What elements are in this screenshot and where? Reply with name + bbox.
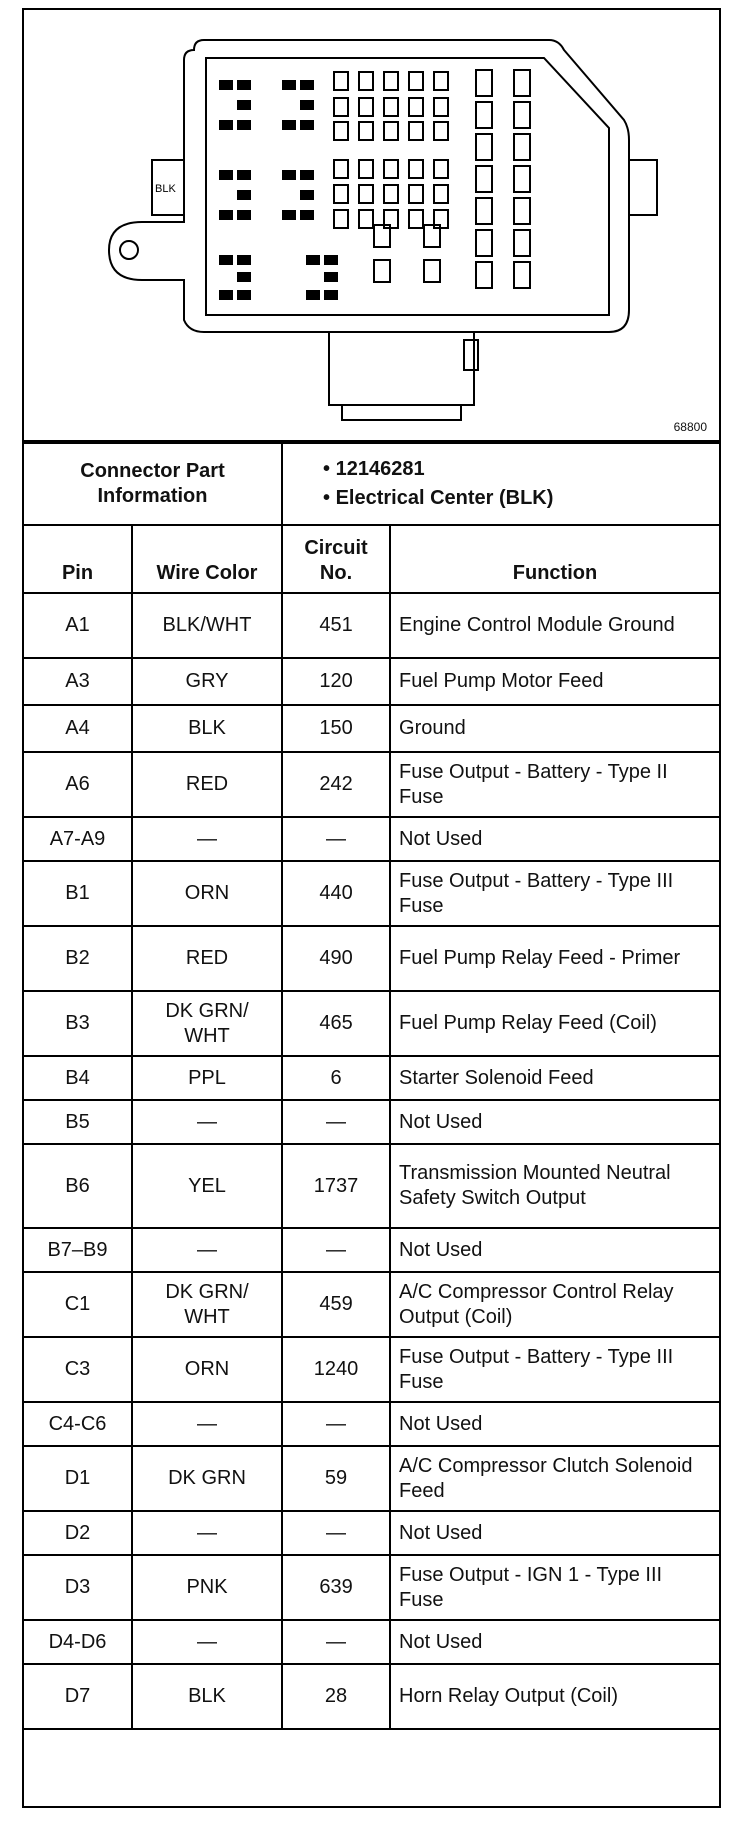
- circuit-cell: 451: [282, 593, 390, 658]
- table-row: [24, 1144, 719, 1228]
- table-row: [24, 1100, 719, 1144]
- function-cell: Fuse Output - IGN 1 - Type III Fuse: [390, 1555, 719, 1620]
- table-row: [24, 1228, 719, 1272]
- wire-color-cell: ORN: [132, 1337, 282, 1402]
- wire-color-cell: BLK: [132, 1664, 282, 1729]
- connector-sheet: [22, 8, 721, 1808]
- wire-color-cell: BLK/WHT: [132, 593, 282, 658]
- function-cell: Not Used: [390, 1100, 719, 1144]
- table-row: [24, 1337, 719, 1402]
- table-row: [24, 752, 719, 817]
- pin-cell: B1: [24, 861, 132, 926]
- pin-cell: D2: [24, 1511, 132, 1555]
- pin-cell: B2: [24, 926, 132, 991]
- pin-cell: B5: [24, 1100, 132, 1144]
- wire-color-cell: DK GRN/ WHT: [132, 1272, 282, 1337]
- circuit-cell: 59: [282, 1446, 390, 1511]
- pin-cell: C1: [24, 1272, 132, 1337]
- circuit-cell: —: [282, 1511, 390, 1555]
- function-cell: Fuse Output - Battery - Type II Fuse: [390, 752, 719, 817]
- pin-cell: D3: [24, 1555, 132, 1620]
- circuit-cell: —: [282, 1402, 390, 1446]
- wire-color-cell: —: [132, 1228, 282, 1272]
- header-circuit-no: Circuit No.: [282, 525, 390, 593]
- function-cell: Engine Control Module Ground: [390, 593, 719, 658]
- circuit-cell: —: [282, 817, 390, 861]
- circuit-cell: 1737: [282, 1144, 390, 1228]
- circuit-cell: —: [282, 1620, 390, 1664]
- circuit-cell: 242: [282, 752, 390, 817]
- wire-color-cell: PNK: [132, 1555, 282, 1620]
- function-cell: Fuse Output - Battery - Type III Fuse: [390, 861, 719, 926]
- table-row: [24, 1511, 719, 1555]
- header-row: [24, 525, 719, 593]
- function-cell: Fuel Pump Relay Feed - Primer: [390, 926, 719, 991]
- wire-color-cell: YEL: [132, 1144, 282, 1228]
- table-row: [24, 1620, 719, 1664]
- pin-cell: A1: [24, 593, 132, 658]
- pin-cell: A7-A9: [24, 817, 132, 861]
- header-wire-color: Wire Color: [132, 525, 282, 593]
- connector-info-label: Connector Part Information: [24, 443, 282, 525]
- table-row: [24, 817, 719, 861]
- wire-color-cell: ORN: [132, 861, 282, 926]
- wire-color-cell: —: [132, 1402, 282, 1446]
- wire-color-cell: BLK: [132, 705, 282, 752]
- pin-cell: A6: [24, 752, 132, 817]
- table-row: [24, 1555, 719, 1620]
- figure-number: 68800: [673, 420, 707, 434]
- pin-cell: D4-D6: [24, 1620, 132, 1664]
- pin-cell: B3: [24, 991, 132, 1056]
- wire-color-cell: RED: [132, 926, 282, 991]
- wire-color-cell: GRY: [132, 658, 282, 705]
- pin-cell: B7–B9: [24, 1228, 132, 1272]
- table-row: [24, 1664, 719, 1729]
- function-cell: A/C Compressor Control Relay Output (Coil): [390, 1272, 719, 1337]
- wire-color-cell: —: [132, 1511, 282, 1555]
- circuit-cell: 120: [282, 658, 390, 705]
- table-row: [24, 991, 719, 1056]
- circuit-cell: 28: [282, 1664, 390, 1729]
- circuit-cell: 440: [282, 861, 390, 926]
- wire-color-cell: —: [132, 1100, 282, 1144]
- header-pin: Pin: [24, 525, 132, 593]
- function-cell: Not Used: [390, 1620, 719, 1664]
- pin-cell: B6: [24, 1144, 132, 1228]
- pin-cell: D1: [24, 1446, 132, 1511]
- wire-color-cell: DK GRN: [132, 1446, 282, 1511]
- function-cell: Not Used: [390, 1228, 719, 1272]
- connector-info-values: [282, 443, 719, 525]
- table-row: [24, 926, 719, 991]
- table-row: [24, 705, 719, 752]
- circuit-cell: 1240: [282, 1337, 390, 1402]
- circuit-cell: —: [282, 1228, 390, 1272]
- wire-color-cell: —: [132, 817, 282, 861]
- pin-cell: B4: [24, 1056, 132, 1100]
- table-row: [24, 1272, 719, 1337]
- function-cell: Fuse Output - Battery - Type III Fuse: [390, 1337, 719, 1402]
- pin-cell: C4-C6: [24, 1402, 132, 1446]
- function-cell: Horn Relay Output (Coil): [390, 1664, 719, 1729]
- circuit-cell: 459: [282, 1272, 390, 1337]
- table-row: [24, 1056, 719, 1100]
- connector-pinout-table: [24, 442, 719, 1730]
- function-cell: Not Used: [390, 1402, 719, 1446]
- connector-info-row: [24, 443, 719, 525]
- circuit-cell: —: [282, 1100, 390, 1144]
- table-row: [24, 658, 719, 705]
- wire-color-cell: —: [132, 1620, 282, 1664]
- wire-color-cell: RED: [132, 752, 282, 817]
- function-cell: Fuel Pump Motor Feed: [390, 658, 719, 705]
- connector-description: • Electrical Center (BLK): [323, 486, 711, 511]
- table-row: [24, 861, 719, 926]
- circuit-cell: 465: [282, 991, 390, 1056]
- pin-cell: A4: [24, 705, 132, 752]
- pin-cell: C3: [24, 1337, 132, 1402]
- circuit-cell: 490: [282, 926, 390, 991]
- function-cell: Not Used: [390, 817, 719, 861]
- circuit-cell: 150: [282, 705, 390, 752]
- pin-cell: A3: [24, 658, 132, 705]
- pin-rows: [24, 593, 719, 1729]
- function-cell: Transmission Mounted Neutral Safety Switch Output: [390, 1144, 719, 1228]
- table-row: [24, 1402, 719, 1446]
- electrical-center-drawing: [24, 10, 719, 440]
- wire-color-cell: DK GRN/ WHT: [132, 991, 282, 1056]
- blk-connector-label: BLK: [155, 183, 176, 195]
- wire-color-cell: PPL: [132, 1056, 282, 1100]
- function-cell: Not Used: [390, 1511, 719, 1555]
- part-number: • 12146281: [323, 457, 711, 482]
- function-cell: Starter Solenoid Feed: [390, 1056, 719, 1100]
- header-function: Function: [390, 525, 719, 593]
- table-row: [24, 593, 719, 658]
- function-cell: Ground: [390, 705, 719, 752]
- function-cell: Fuel Pump Relay Feed (Coil): [390, 991, 719, 1056]
- circuit-cell: 639: [282, 1555, 390, 1620]
- pin-cell: D7: [24, 1664, 132, 1729]
- circuit-cell: 6: [282, 1056, 390, 1100]
- table-row: [24, 1446, 719, 1511]
- function-cell: A/C Compressor Clutch Solenoid Feed: [390, 1446, 719, 1511]
- connector-diagram: [24, 10, 719, 442]
